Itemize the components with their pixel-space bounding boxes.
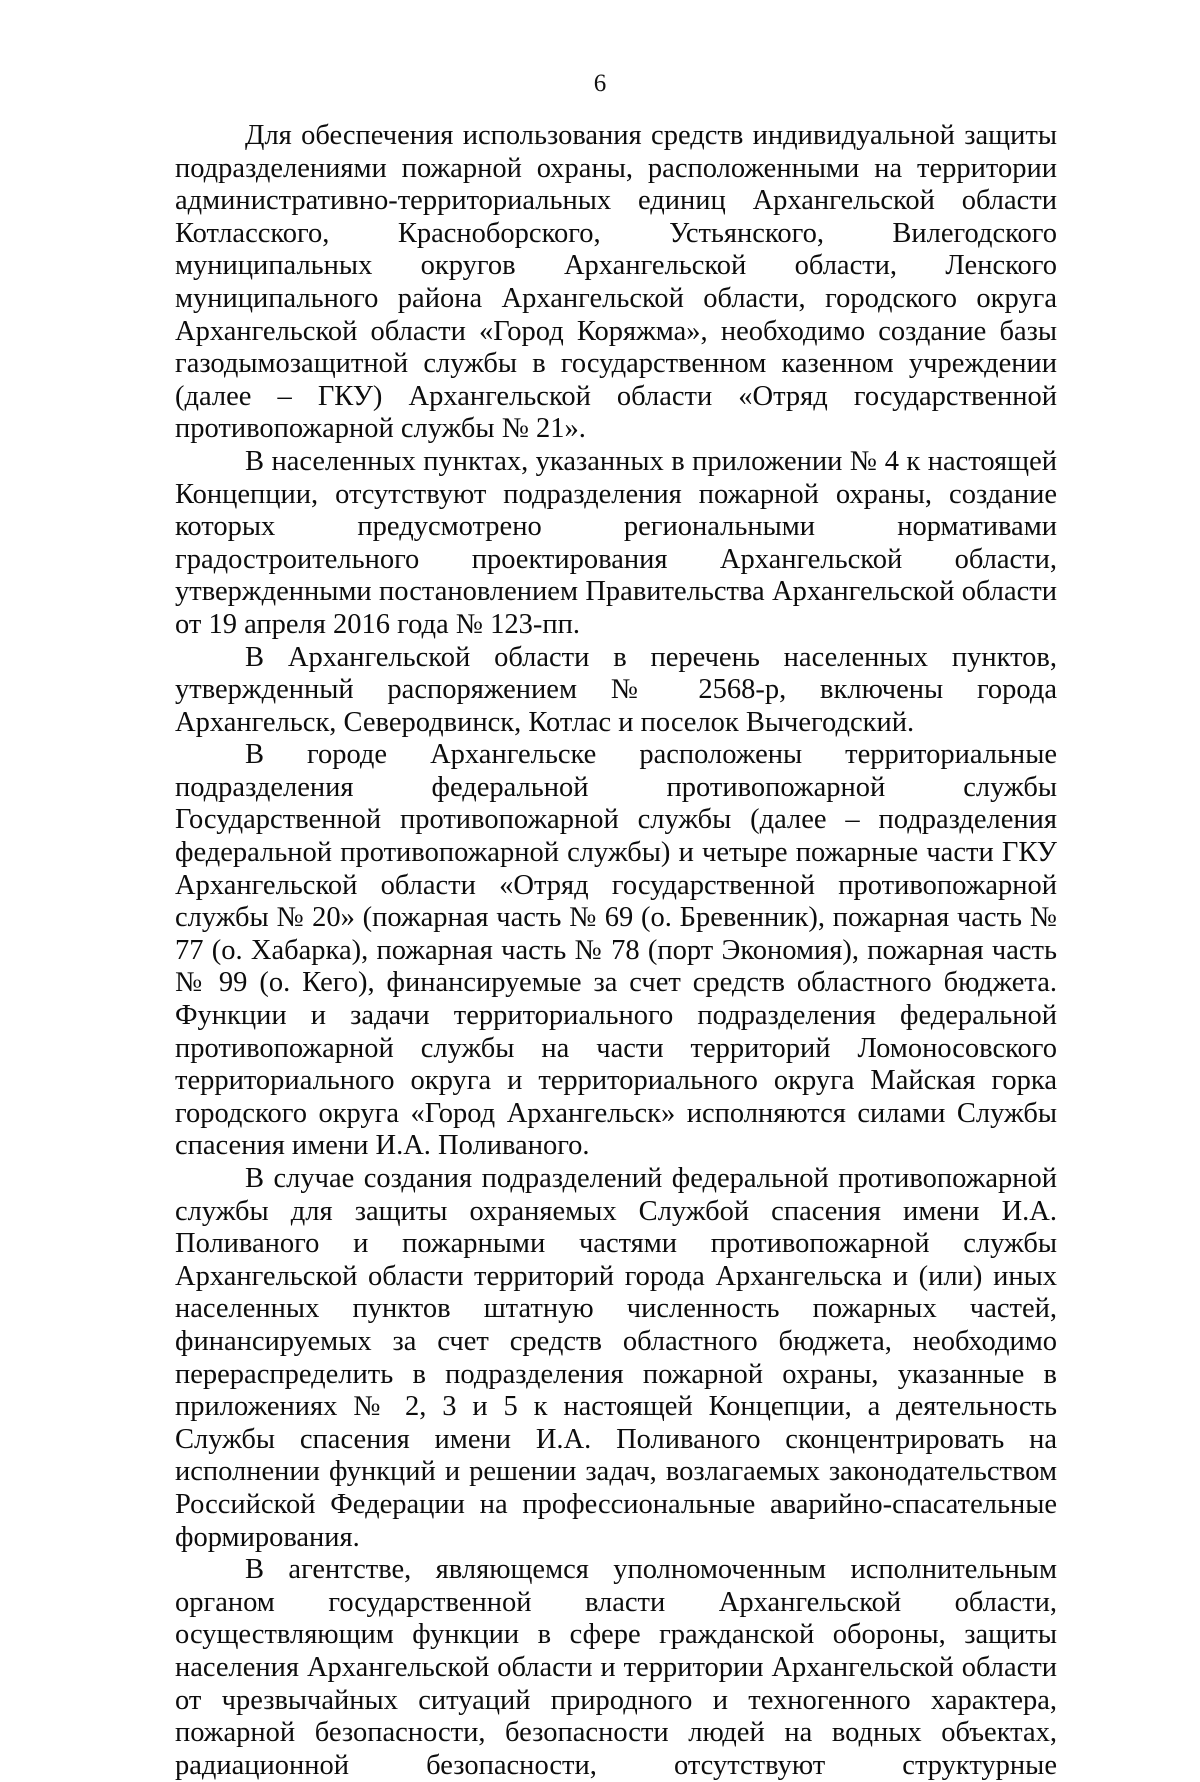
page-number: 6 bbox=[593, 70, 607, 97]
document-body bbox=[175, 120, 1057, 1782]
paragraph-settlements-without-fire-units: В населенных пунктах, указанных в приложении № 4 к настоящей Концепции, отсутствуют подразделения пожарной охраны, создание которых предусмотрено региональными нормативами градостроительного проектирования Архангельской области, утвержденными постановлением Правительства Архангельской области от 19 апреля 2016 года № 123-пп. bbox=[175, 445, 1057, 640]
paragraph-agency-structure: В агентстве, являющемся уполномоченным исполнительным органом государственной власти Архангельской области, осуществляющим функции в сфере гражданской обороны, защиты населения Архангельской области и территории Архангельской области от чрезвычайных ситуаций природного и техногенного характера, пожарной безопасности, безопасности людей на водных объектах, радиационной безопасности, отсутствуют структурные bbox=[175, 1554, 1057, 1781]
paragraph-arkhangelsk-fire-units: В городе Архангельске расположены территориальные подразделения федеральной противопожарной службы Государственной противопожарной службы (далее – подразделения федеральной противопожарной службы) и четыре пожарные части ГКУ Архангельской области «Отряд государственной противопожарной службы № 20» (пожарная часть № 69 (о. Бревенник), пожарная часть № 77 (о. Хабарка), пожарная часть № 78 (порт Экономия), пожарная часть № 99 (о. Кего), финансируемые за счет средств областного бюджета. Функции и задачи территориального подразделения федеральной противопожарной службы на части территорий Ломоносовского территориального округа и территориального округа Майская горка городского округа «Город Архангельск» исполняются силами Службы спасения имени И.А. Поливаного. bbox=[175, 739, 1057, 1162]
paragraph-reallocation-of-staff: В случае создания подразделений федеральной противопожарной службы для защиты охраняемых Службой спасения имени И.А. Поливаного и пожарными частями противопожарной службы Архангельской области территорий города Архангельска и (или) иных населенных пунктов штатную численность пожарных частей, финансируемых за счет средств областного бюджета, необходимо перераспределить в подразделения пожарной охраны, указанные в приложениях № 2, 3 и 5 к настоящей Концепции, а деятельность Службы спасения имени И.А. Поливаного сконцентрировать на исполнении функций и решении задач, возлагаемых законодательством Российской Федерации на профессиональные аварийно-спасательные формирования. bbox=[175, 1163, 1057, 1553]
paragraph-ppe-gas-smoke-service: Для обеспечения использования средств индивидуальной защиты подразделениями пожарной охраны, расположенными на территории административно-территориальных единиц Архангельской области Котласского, Красноборского, Устьянского, Вилегодского муниципальных округов Архангельской области, Ленского муниципального района Архангельской области, городского округа Архангельской области «Город Коряжма», необходимо создание базы газодымозащитной службы в государственном казенном учреждении (далее – ГКУ) Архангельской области «Отряд государственной противопожарной службы № 21». bbox=[175, 120, 1057, 445]
paragraph-settlements-list-order: В Архангельской области в перечень населенных пунктов, утвержденный распоряжением № 2568-р, включены города Архангельск, Северодвинск, Котлас и поселок Вычегодский. bbox=[175, 641, 1057, 738]
